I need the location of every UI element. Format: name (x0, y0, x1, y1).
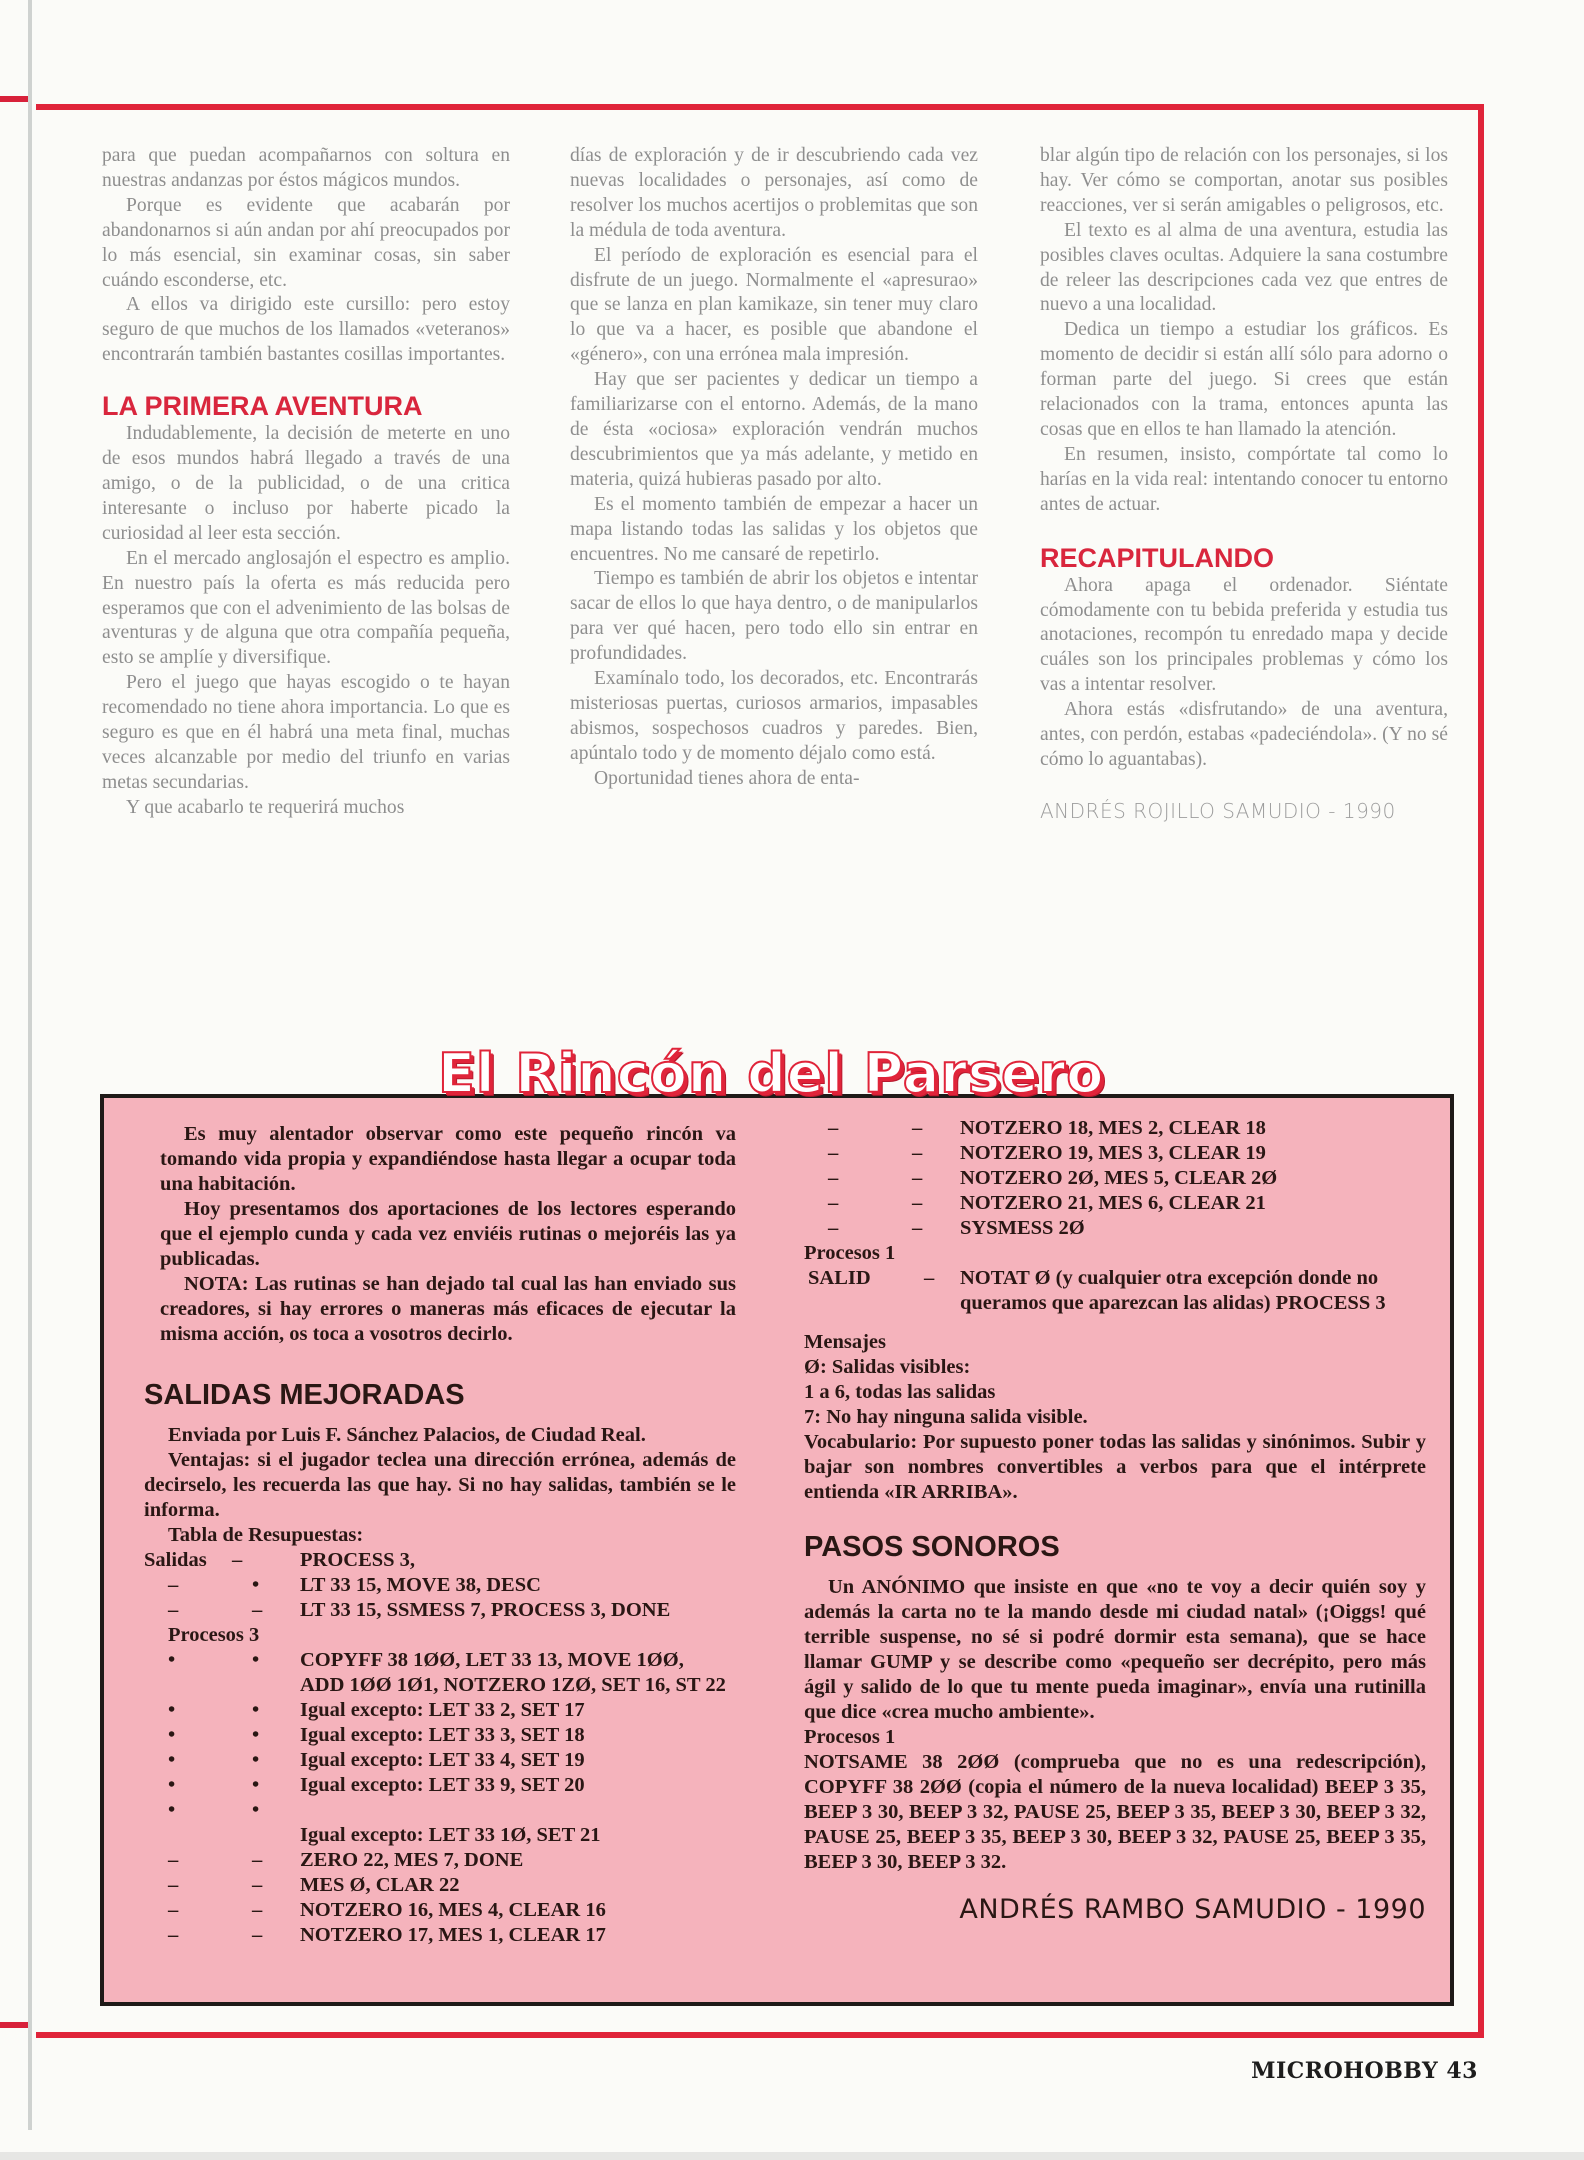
intro-paragraph: NOTA: Las rutinas se han dejado tal cual las han enviado sus creadores, si hay errores o maneras más eficaces de ejecutar la misma acción, os toca a vosotros decirlo. (160, 1273, 736, 1345)
code-row: – – NOTZERO 16, MES 4, CLEAR 16 (168, 1899, 606, 1921)
vocabulario-paragraph: Vocabulario: Por supuesto poner todas las salidas y sinónimos. Subir y bajar son nombres convertibles a verbos para que el intérprete entienda «IR ARRIBA». (804, 1431, 1426, 1503)
paragraph: Porque es evidente que acabarán por abandonarnos si aún andan por ahí preocupados por lo más esencial, sin examinar cosas, sin saber cuándo esconderse, etc. (102, 194, 510, 291)
code-row: – – LT 33 15, SSMESS 7, PROCESS 3, DONE (168, 1599, 671, 1621)
intro-paragraph: Hoy presentamos dos aportaciones de los lectores esperando que el ejemplo cunda y cada vez enviéis rutinas o mejoréis las ya publicadas. (160, 1198, 736, 1270)
paragraph: El texto es al alma de una aventura, estudia las posibles claves ocultas. Adquiere la sana costumbre de releer las descripciones cada vez que entres de nuevo a una localidad. (1040, 219, 1448, 316)
paragraph: blar algún tipo de relación con los personajes, si los hay. Ver cómo se comportan, anotar sus posibles reacciones, ver si serán amigables o peligrosos, etc. (1040, 145, 1448, 216)
message-line: Ø: Salidas visibles: (804, 1356, 971, 1378)
intro-paragraph: Es muy alentador observar como este pequeño rincón va tomando vida propia y expandiéndose hasta llegar a ocupar toda una habitación. (160, 1123, 736, 1195)
parsero-left-column (104, 1122, 762, 1948)
code-row: • • Igual excepto: LET 33 3, SET 18 (168, 1724, 585, 1746)
paragraph: Oportunidad tienes ahora de enta- (594, 767, 860, 789)
code-row: – – NOTZERO 19, MES 3, CLEAR 19 (828, 1142, 1266, 1164)
paragraph: Hay que ser pacientes y dedicar un tiempo a familiarizarse con el entorno. Además, de la mano de ésta «ociosa» exploración vendrán muchos descubrimientos que ya más adelante, y metido en materia, quizá hubieras pasado por alto. (570, 369, 978, 490)
continued-table (804, 1116, 1426, 1241)
author-signature: ANDRÉS RAMBO SAMUDIO - 1990 (959, 1894, 1426, 1925)
section-heading: SALIDAS MEJORADAS (144, 1379, 465, 1411)
code-row: – – NOTZERO 18, MES 2, CLEAR 18 (828, 1117, 1266, 1139)
message-line: 1 a 6, todas las salidas (804, 1381, 996, 1403)
section-heading: LA PRIMERA AVENTURA (102, 391, 423, 422)
procesos-label: Procesos 1 (804, 1726, 896, 1748)
article-column-3 (1040, 144, 1448, 824)
section-heading: PASOS SONOROS (804, 1531, 1060, 1563)
code-row: – • LT 33 15, MOVE 38, DESC (168, 1574, 541, 1596)
code-row: Igual excepto: LET 33 1Ø, SET 21 (300, 1824, 601, 1846)
paragraph: En el mercado anglosajón el espectro es amplio. En nuestro país la oferta es más reducida pero esperamos que con el advenimiento de las bolsas de aventuras y de alguna que otra compañía pequeña, esto se amplíe y diversifique. (102, 547, 510, 669)
paragraph: El período de exploración es esencial para el disfrute de un juego. Normalmente el «apresurao» que se lanza en plan kamikaze, sin tener muy claro lo que va a hacer, es posible que abandone el «género», con una errónea mala impresión. (570, 244, 978, 366)
magazine-name: MICROHOBBY (1251, 2058, 1439, 2084)
paragraph: Ahora apaga el ordenador. Siéntate cómodamente con tu bebida preferida y estudia tus anotaciones, recompón tu enredado mapa y decide cuáles son los principales problemas y cómo los vas a intentar resolver. (1040, 574, 1448, 696)
paragraph: A ellos va dirigido este cursillo: pero estoy seguro de que muchos de los llamados «veteranos» encontrarán también bastantes cosillas importantes. (102, 294, 510, 366)
paragraph: Dedica un tiempo a estudiar los gráficos. Es momento de decidir si están allí sólo para adorno o forman parte del juego. Si crees que están relacionados con la trama, entonces apunta las cosas que en ellos te han llamado la atención. (1040, 319, 1448, 440)
code-row: – – NOTZERO 2Ø, MES 5, CLEAR 2Ø (828, 1167, 1278, 1189)
procesos-label: Procesos 1 (804, 1242, 896, 1264)
sender-line: Enviada por Luis F. Sánchez Palacios, de Ciudad Real. (168, 1424, 646, 1446)
code-row: Salidas – PROCESS 3, (144, 1549, 416, 1571)
ventajas-paragraph: Ventajas: si el jugador teclea una dirección errónea, además de decirselo, les recuerda las que hay. Si no hay salidas, también se le informa. (144, 1449, 736, 1521)
paragraph: Pero el juego que hayas escogido o te hayan recomendado no tiene ahora importancia. Lo que es seguro es que en él habrá una meta final, muchas veces alcanzable por medio del triunfo en varias metas secundarias. (102, 672, 510, 793)
page-folio (1251, 2058, 1478, 2084)
paragraph: Y que acabarlo te requerirá muchos (126, 796, 405, 818)
code-row: • • Igual excepto: LET 33 4, SET 19 (168, 1749, 585, 1771)
code-row: – – ZERO 22, MES 7, DONE (168, 1849, 524, 1871)
code-row: • • Igual excepto: LET 33 2, SET 17 (168, 1699, 585, 1721)
code-row: – – NOTZERO 17, MES 1, CLEAR 17 (168, 1924, 606, 1946)
code-row: SALID – NOTAT Ø (y cualquier otra excepción donde no queramos que aparezcan las alidas) PROCESS 3 (808, 1267, 1386, 1314)
article-column-2 (570, 144, 978, 792)
page-spine (28, 0, 32, 2130)
page-number: 43 (1446, 2058, 1478, 2084)
section-heading: RECAPITULANDO (1040, 542, 1274, 573)
message-line: 7: No hay ninguna salida visible. (804, 1406, 1088, 1428)
pasos-paragraph: Un ANÓNIMO que insiste en que «no te voy a decir quién soy y además la carta no te la mando desde mi ciudad natal» (¡Oiggs! qué terrible suspense, no sé si podré dormir esta semana), que se hace llamar GUMP y se describe como «pequeño ser decrépito, pero más ágil y salido de lo que tu mente pueda imaginar», envía una rutinilla que dice «crea mucho ambiente». (804, 1576, 1426, 1723)
paragraph: para que puedan acompañarnos con soltura en nuestras andanzas por éstos mágicos mundos. (102, 145, 510, 191)
paragraph: días de exploración y de ir descubriendo cada vez nuevas localidades o personajes, así como de resolver los muchos acertijos o problemitas que son la médula de toda aventura. (570, 145, 978, 241)
paragraph: Indudablemente, la decisión de meterte en uno de esos mundos habrá llegado a través de una amigo, o de la publicidad, o de una critica interesante o incluso por haberte picado la curiosidad al leer esta sección. (102, 423, 510, 544)
paragraph: Es el momento también de empezar a hacer un mapa listando todas las salidas y los objetos que encuentres. No me cansaré de repetirlo. (570, 493, 978, 565)
author-signature: ANDRÉS ROJILLO SAMUDIO - 1990 (1040, 798, 1396, 823)
table-label: Tabla de Resupuestas: (168, 1524, 364, 1546)
paragraph: Examínalo todo, los decorados, etc. Encontrarás misteriosas puertas, curiosos armarios, impasables abismos, sospechosos cuadros y paredes. Bien, apúntalo todo y de momento déjalo como está. (570, 668, 978, 764)
code-row: • • (168, 1799, 260, 1821)
spine-tick-bottom (0, 2022, 28, 2028)
paragraph: Tiempo es también de abrir los objetos e intentar sacar de ellos lo que haya dentro, o de manipularlos para ver qué hacen, pero todo ello sin entrar en profundidades. (570, 568, 978, 665)
responses-table (144, 1548, 762, 1623)
code-row: • • COPYFF 38 1ØØ, LET 33 13, MOVE 1ØØ, ADD 1ØØ 1Ø1, NOTZERO 1ZØ, SET 16, ST 22 (168, 1649, 726, 1696)
mensajes-label: Mensajes (804, 1331, 886, 1353)
parsero-box (100, 1094, 1454, 2006)
paragraph: En resumen, insisto, compórtate tal como lo harías en la vida real: intentando conocer tu entorno antes de actuar. (1040, 443, 1448, 515)
paragraph: Ahora estás «disfrutando» de una aventura, antes, con perdón, estabas «padeciéndola». (Y no sé cómo lo aguantabas). (1040, 699, 1448, 770)
pasos-code: NOTSAME 38 2ØØ (comprueba que no es una redescripción), COPYFF 38 2ØØ (copia el número de la nueva localidad) BEEP 3 35, BEEP 3 30, BEEP 3 32, PAUSE 25, BEEP 3 35, BEEP 3 30, BEEP 3 32, PAUSE 25, BEEP 3 35, BEEP 3 30, BEEP 3 32, PAUSE 25, BEEP 3 35, BEEP 3 30, BEEP 3 32. (804, 1751, 1426, 1873)
code-row: • • Igual excepto: LET 33 9, SET 20 (168, 1774, 585, 1796)
procesos3-table (144, 1648, 762, 1948)
article-column-1 (102, 144, 510, 821)
parsero-right-column (804, 1116, 1426, 1925)
page-edge (0, 2152, 1584, 2160)
code-row: – – SYSMESS 2Ø (828, 1217, 1085, 1239)
code-row: – – MES Ø, CLAR 22 (168, 1874, 460, 1896)
code-row: – – NOTZERO 21, MES 6, CLEAR 21 (828, 1192, 1266, 1214)
section-banner-title: El Rincón del Parsero (438, 1042, 1105, 1105)
procesos-label: Procesos 3 (168, 1624, 260, 1646)
spine-tick-top (0, 96, 28, 102)
